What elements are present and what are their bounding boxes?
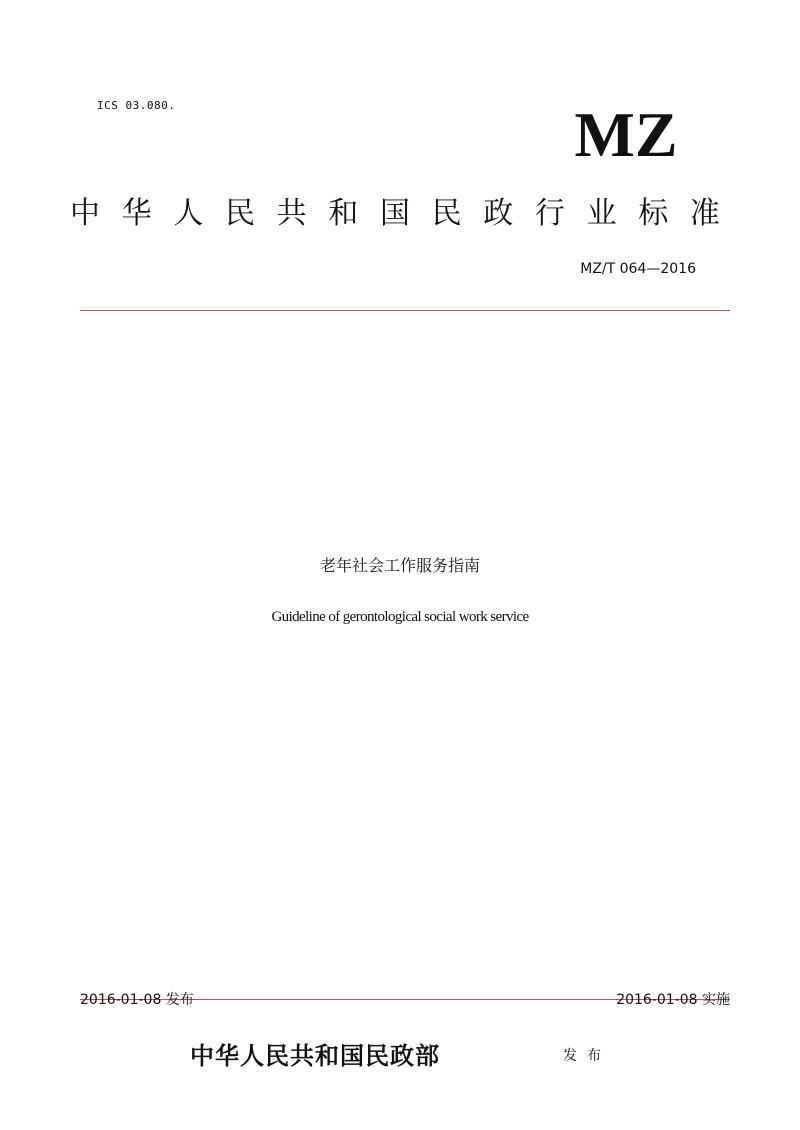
standard-title-char: 人 bbox=[173, 196, 204, 231]
top-divider bbox=[80, 310, 730, 311]
issue-word: 发布 bbox=[563, 1048, 611, 1064]
standard-title-char: 华 bbox=[121, 196, 152, 231]
standard-title-char: 国 bbox=[379, 196, 410, 231]
standard-title-char: 业 bbox=[586, 196, 617, 231]
publish-date: 2016-01-08 发布 bbox=[80, 992, 194, 1008]
standard-title-char: 行 bbox=[534, 196, 565, 231]
standard-title-char: 准 bbox=[689, 196, 720, 231]
standard-title-char: 民 bbox=[431, 196, 462, 231]
standard-title-char: 标 bbox=[638, 196, 669, 231]
logo-text: MZ bbox=[574, 102, 678, 164]
standard-title-char: 民 bbox=[224, 196, 255, 231]
standard-title-char: 和 bbox=[328, 196, 359, 231]
standard-category-title bbox=[70, 188, 720, 232]
document-title-en: Guideline of gerontological social work service bbox=[271, 609, 529, 625]
standard-number: MZ/T 064—2016 bbox=[580, 261, 696, 277]
issuing-authority: 中华人民共和国民政部 bbox=[190, 1042, 440, 1070]
implement-date: 2016-01-08 实施 bbox=[616, 992, 730, 1008]
ics-code: ICS 03.080. bbox=[97, 99, 176, 112]
standard-title-char: 共 bbox=[276, 196, 307, 231]
standard-title-char: 政 bbox=[483, 196, 514, 231]
document-title-zh: 老年社会工作服务指南 bbox=[319, 556, 480, 575]
standard-title-char: 中 bbox=[70, 196, 100, 231]
mz-logo bbox=[536, 102, 716, 164]
